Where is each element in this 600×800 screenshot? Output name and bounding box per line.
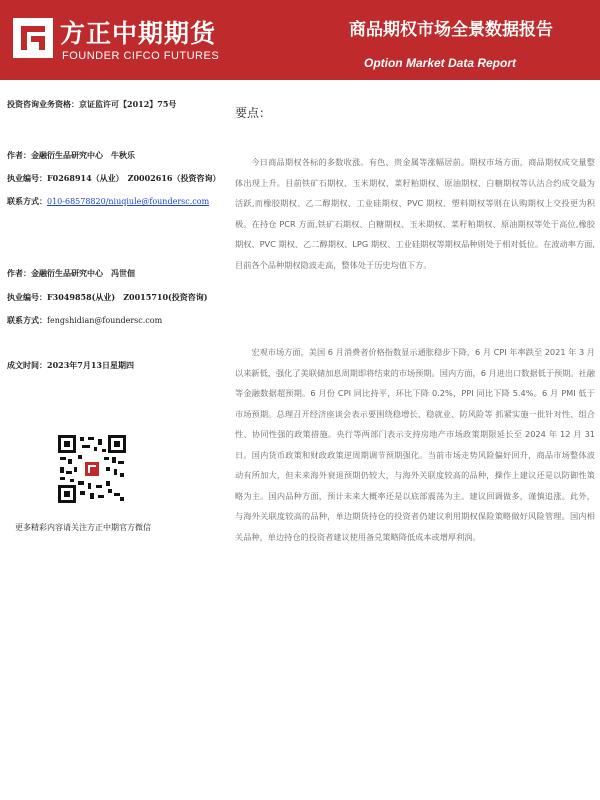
summary-paragraph-market: 今日商品期权各标的多数收涨。有色、贵金属等涨幅居前。期权市场方面，商品期权成交量整体出现上升。目前铁矿石期权、玉米期权、菜籽粕期权、原油期权、白糖期权等认沽合约成交最为活跃,而橡胶期权、乙二醇期权、工业硅期权、PVC 期权、塑料期权等则在认购期权上交投更为积极。在持仓 PCR 方面,铁矿石期权、白糖期权、玉米期权、菜籽粕期权、原油期权等处于高位,橡胶期权、PVC 期权、乙二醇期权、LPG 期权、工业硅期权等期权品种则处于相对低位。在波动率方面,目前各个品种期权隐波走高，整体处于历史均值下方。 [235,157,595,270]
summary-heading: 要点： [235,106,272,120]
contact-label: 联系方式： [7,196,47,206]
author1-contact-link[interactable]: 010-68578820/niuqiule@foundersc.com [47,197,210,206]
report-subtitle: Option Market Data Report [363,56,516,70]
summary-section [235,104,595,542]
summary-paragraph-macro: 宏观市场方面，美国 6 月消费者价格指数显示通胀稳步下降，6 月 CPI 年率跌至 2021 年 3 月以来新低，强化了美联储加息周期即将结束的市场预期。国内方面，6 月进出口数据低于预期。社融等金融数据超预期。6 月份 CPI 同比持平，环比下降 0.2%，PPI 同比下降 5.4%。6 月 PMI 低于市场预期。总理召开经济座谈会表示要围绕稳增长、稳就业、防风险等 抓紧实施一批针对性、组合性、协同性强的政策措施。央行等两部门表示支持房地产市场政策期限延长至 2024 年 12 月 31 日。国内货币政策和财政政策逆周期调节预期强化。当前市场走势风险偏好回升，商品市场整体波动有所加大，但未来海外衰退预期仍较大，与海外关联度较高的品种，操作上建议还是以防御性策略为主。国内品种方面，预计未来大概率还是以底部震荡为主。建议回调做多，谨慎追涨。此外，与海外关联度较高的品种，单边期货持仓的投资者仍建议利用期权保险策略做好风险管理。国内相关品种，单边持仓的投资者建议使用备兑策略降低成本或增厚利润。 [235,347,595,542]
report-date: 成文时间：2023年7月13日星期四 [7,360,134,370]
founder-logo-icon [13,18,53,58]
brand-name-en: FOUNDER CIFCO FUTURES [62,50,220,62]
author1-name: 作者：金融衍生品研究中心 牛秋乐 [7,150,135,160]
author1-cert: 执业编号：F0268914（从业） Z0002616（投资咨询） [7,173,221,183]
author2-cert: 执业编号：F3049858(从业) Z0015710(投资咨询) [7,292,208,302]
qr-caption: 更多精彩内容请关注方正中期官方微信 [15,523,151,532]
author1-contact [7,195,209,208]
contact-label: 联系方式： [7,315,47,325]
report-title: 商品期权市场全景数据报告 [349,20,553,40]
author2-name: 作者：金融衍生品研究中心 冯世佃 [7,268,135,278]
report-header [0,0,600,80]
brand-name-cn: 方正中期期货 [60,19,217,48]
wechat-qr-code [58,435,126,503]
author2-contact [7,314,162,327]
author2-contact-email: fengshidian@foundersc.com [47,316,163,325]
license-info: 投资咨询业务资格：京证监许可【2012】75号 [7,99,177,109]
